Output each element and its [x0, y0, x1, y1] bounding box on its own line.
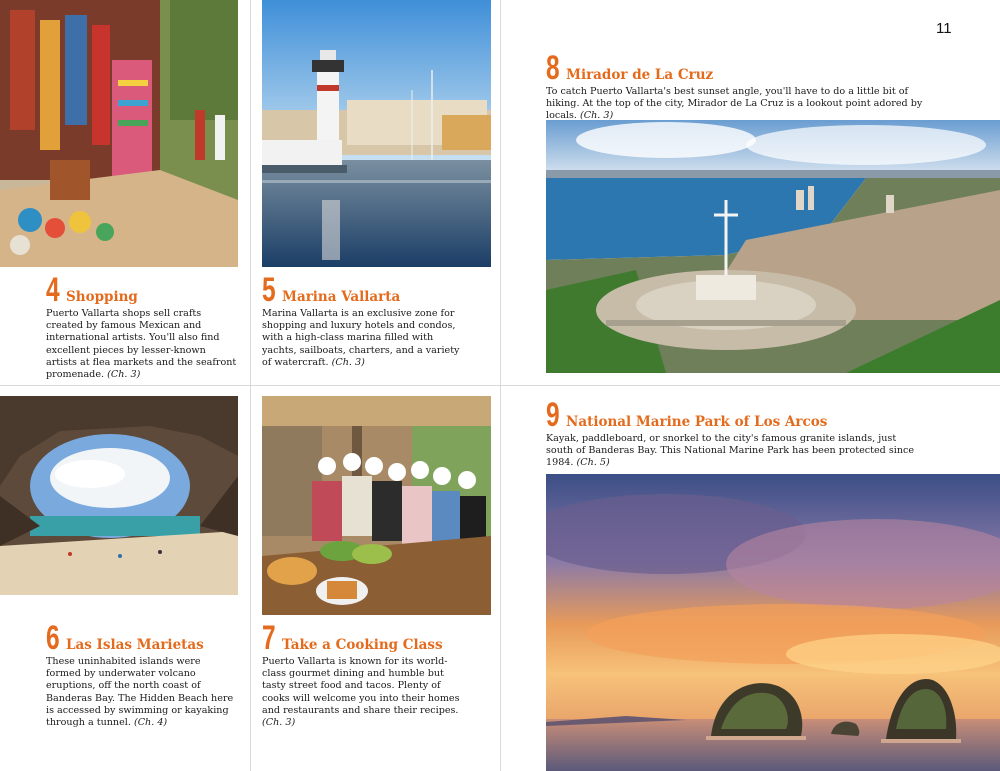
- marina-lighthouse-photo: [262, 0, 491, 267]
- entry-heading: [46, 619, 236, 657]
- entry-shopping: [46, 271, 238, 381]
- lookout-bay-photo: [546, 120, 1000, 373]
- market-crafts-photo: [0, 0, 238, 267]
- hidden-beach-photo: [0, 396, 238, 595]
- los-arcos-sunset-photo: [546, 474, 1000, 771]
- entry-body: To catch Puerto Vallarta's best sunset angle, you'll have to do a little bit of hiking. At the top of the city, Mirador de La Cruz is a lookout point adored by locals. (Ch. 3): [546, 86, 923, 122]
- entry-body: Kayak, paddleboard, or snorkel to the city's famous granite islands, just south of Banderas Bay. This National Marine Park has been protected since 1984. (Ch. 5): [546, 433, 915, 469]
- entry-title: Las Islas Marietas: [66, 637, 204, 653]
- entry-las-islas-marietas: [46, 619, 236, 729]
- entry-body: Puerto Vallarta shops sell crafts created by famous Mexican and international artists. You'll also find excellent pieces by lesser-known artists at flea markets and the seafront promenade. (Ch. 3): [46, 308, 237, 381]
- entry-heading: [262, 619, 460, 657]
- entry-cooking-class: [262, 619, 460, 729]
- entry-number: 7: [262, 619, 276, 657]
- entry-heading: [546, 396, 918, 434]
- entry-heading: [546, 49, 942, 87]
- page-number: 11: [936, 20, 952, 37]
- entry-body: Marina Vallarta is an exclusive zone for shopping and luxury hotels and condos, with a high-class marina filled with yachts, sailboats, charters, and a variety of watercraft. (Ch. 3): [262, 308, 460, 368]
- chapter-ref: (Ch. 3): [331, 356, 365, 368]
- entry-marina-vallarta: [262, 271, 462, 369]
- chapter-ref: (Ch. 3): [107, 369, 141, 381]
- entry-number: 6: [46, 619, 60, 657]
- entry-heading: [262, 271, 462, 309]
- cooking-class-photo: [262, 396, 491, 615]
- chapter-ref: (Ch. 5): [576, 457, 610, 469]
- chapter-ref: (Ch. 4): [133, 717, 168, 729]
- entry-number: 8: [546, 49, 560, 87]
- entry-los-arcos: [546, 396, 918, 470]
- entry-number: 5: [262, 271, 276, 309]
- entry-title: Take a Cooking Class: [282, 637, 443, 653]
- entry-mirador-de-la-cruz: [546, 49, 942, 123]
- entry-number: 9: [546, 396, 560, 434]
- entry-title: Marina Vallarta: [282, 289, 401, 305]
- entry-title: National Marine Park of Los Arcos: [566, 414, 828, 430]
- entry-heading: [46, 271, 238, 309]
- entry-body: Puerto Vallarta is known for its world-class gourmet dining and humble but tasty street food and tacos. Plenty of cooks will welcome you into their homes and restaurants and share their recipes. (Ch. 3): [262, 656, 460, 729]
- chapter-ref: (Ch. 3): [580, 110, 614, 122]
- entry-number: 4: [46, 271, 60, 309]
- row-divider: [0, 385, 1000, 386]
- entry-body: These uninhabited islands were formed by underwater volcano eruptions, off the north coast of Banderas Bay. The Hidden Beach here is accessed by swimming or kayaking through a tunnel. (Ch. 4): [46, 656, 234, 729]
- entry-title: Shopping: [66, 289, 138, 305]
- chapter-ref: (Ch. 3): [262, 717, 296, 729]
- entry-title: Mirador de La Cruz: [566, 67, 714, 83]
